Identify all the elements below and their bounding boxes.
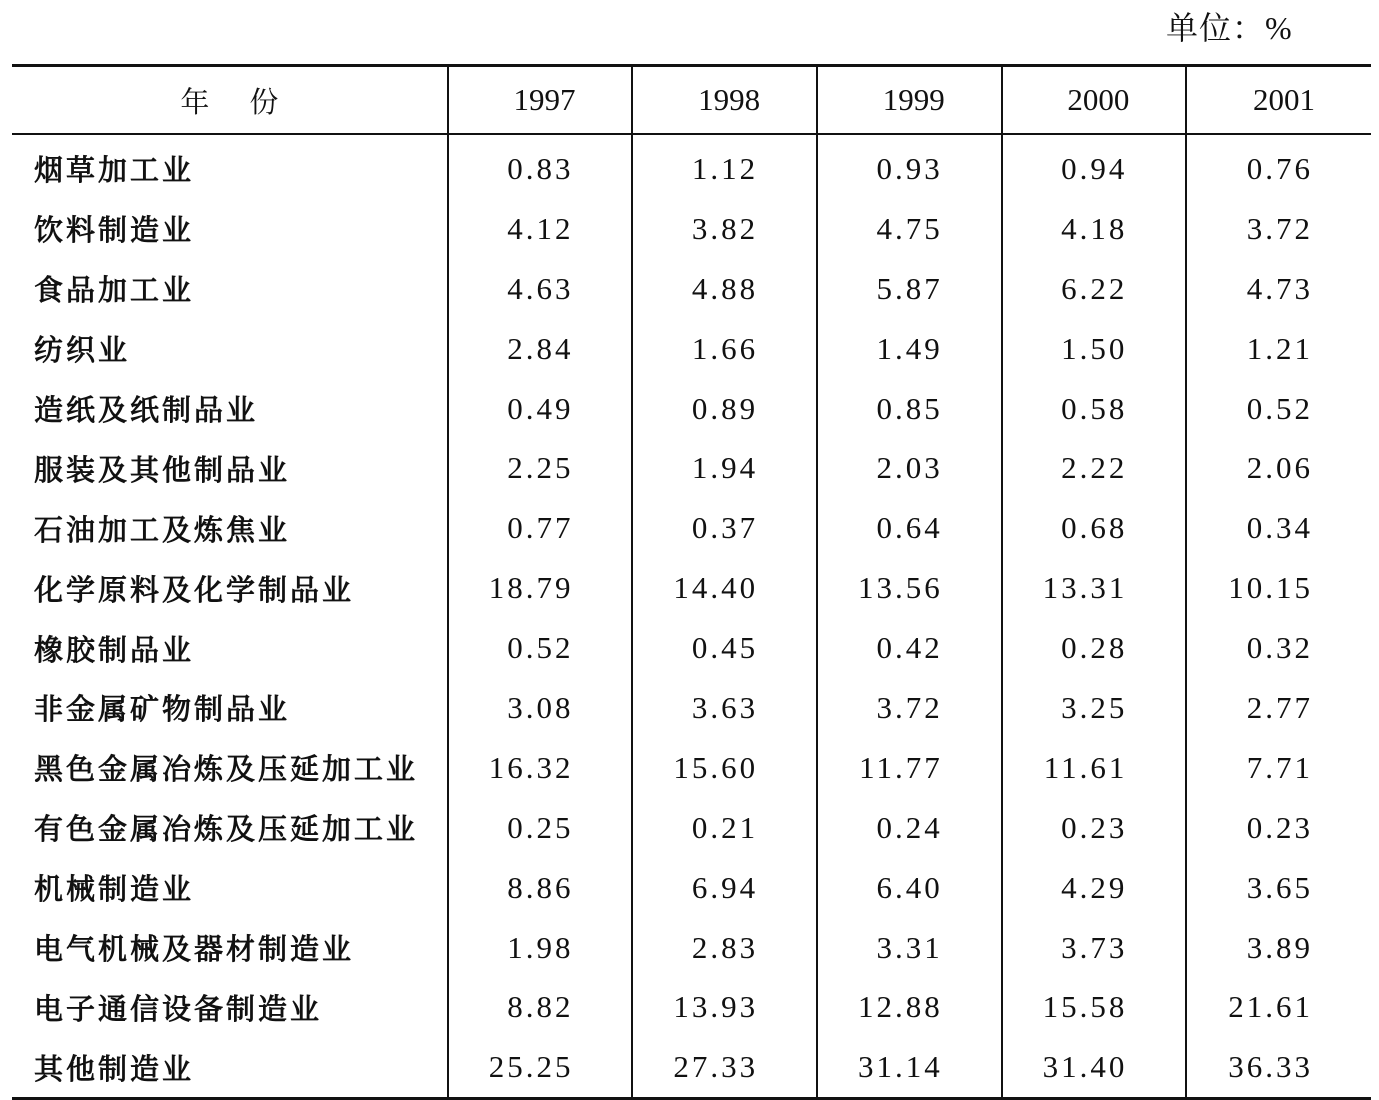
- value-cell-1998: 15.60: [632, 738, 817, 798]
- value-cell-2000: 0.68: [1002, 498, 1187, 558]
- value-cell-2000: 0.23: [1002, 798, 1187, 858]
- table-row: [12, 259, 1371, 319]
- unit-value: %: [1265, 10, 1293, 46]
- value-cell-1997: 8.86: [448, 858, 633, 918]
- value-cell-2001: 7.71: [1186, 738, 1371, 798]
- value-cell-1999: 1.49: [817, 319, 1002, 379]
- industry-name: 电气机械及器材制造业: [34, 932, 355, 967]
- value-cell-1998: 0.89: [632, 379, 817, 439]
- value-cell-2001: 0.23: [1186, 798, 1371, 858]
- value-cell-1999: 0.24: [817, 798, 1002, 858]
- header-row: [12, 66, 1371, 135]
- value-cell-1999: 12.88: [817, 977, 1002, 1037]
- value-cell-1997: 0.25: [448, 798, 633, 858]
- industry-name: 电子通信设备制造业: [34, 991, 323, 1026]
- value-cell-1999: 0.85: [817, 379, 1002, 439]
- value-cell-1998: 14.40: [632, 558, 817, 618]
- value-cell-2001: 2.06: [1186, 438, 1371, 498]
- value-cell-1999: 0.42: [817, 618, 1002, 678]
- industry-name: 橡胶制品业: [34, 632, 195, 667]
- value-cell-1998: 13.93: [632, 977, 817, 1037]
- value-cell-1997: 4.63: [448, 259, 633, 319]
- value-cell-1997: 16.32: [448, 738, 633, 798]
- value-cell-1998: 1.66: [632, 319, 817, 379]
- value-cell-1999: 2.03: [817, 438, 1002, 498]
- industry-name: 非金属矿物制品业: [34, 692, 291, 727]
- value-cell-2001: 0.52: [1186, 379, 1371, 439]
- value-cell-1999: 3.72: [817, 678, 1002, 738]
- value-cell-1998: 6.94: [632, 858, 817, 918]
- industry-name: 有色金属冶炼及压延加工业: [34, 812, 419, 847]
- value-cell-2001: 3.72: [1186, 199, 1371, 259]
- value-cell-1998: 0.45: [632, 618, 817, 678]
- table-row: [12, 858, 1371, 918]
- industry-name: 其他制造业: [34, 1051, 195, 1086]
- table-row: [12, 618, 1371, 678]
- industry-share-table: [12, 64, 1371, 1100]
- value-cell-1997: 4.12: [448, 199, 633, 259]
- header-year-1998: 1998: [632, 66, 817, 135]
- value-cell-1999: 4.75: [817, 199, 1002, 259]
- value-cell-2001: 36.33: [1186, 1037, 1371, 1098]
- value-cell-1998: 3.82: [632, 199, 817, 259]
- table-row: [12, 798, 1371, 858]
- value-cell-2001: 1.21: [1186, 319, 1371, 379]
- value-cell-2001: 0.34: [1186, 498, 1371, 558]
- value-cell-1997: 2.25: [448, 438, 633, 498]
- value-cell-1998: 1.94: [632, 438, 817, 498]
- industry-name: 纺织业: [34, 333, 131, 368]
- header-year-1997: 1997: [448, 66, 633, 135]
- value-cell-2001: 4.73: [1186, 259, 1371, 319]
- industry-name: 石油加工及炼焦业: [34, 512, 291, 547]
- value-cell-2000: 11.61: [1002, 738, 1187, 798]
- value-cell-2001: 21.61: [1186, 977, 1371, 1037]
- value-cell-2000: 1.50: [1002, 319, 1187, 379]
- table-row: [12, 977, 1371, 1037]
- value-cell-1997: 0.52: [448, 618, 633, 678]
- value-cell-1998: 4.88: [632, 259, 817, 319]
- value-cell-2000: 4.18: [1002, 199, 1187, 259]
- value-cell-2000: 2.22: [1002, 438, 1187, 498]
- table-row: [12, 1037, 1371, 1098]
- header-year-label: 年份: [12, 66, 448, 135]
- table-row: [12, 498, 1371, 558]
- value-cell-1998: 3.63: [632, 678, 817, 738]
- table-row: [12, 379, 1371, 439]
- value-cell-2000: 0.58: [1002, 379, 1187, 439]
- value-cell-1999: 6.40: [817, 858, 1002, 918]
- industry-name: 饮料制造业: [34, 213, 195, 248]
- table-row: [12, 199, 1371, 259]
- value-cell-2000: 3.73: [1002, 918, 1187, 978]
- industry-name: 服装及其他制品业: [34, 452, 291, 487]
- industry-name: 食品加工业: [34, 273, 195, 308]
- value-cell-2000: 3.25: [1002, 678, 1187, 738]
- header-year-1999: 1999: [817, 66, 1002, 135]
- unit-label: 单位：: [1166, 9, 1266, 47]
- industry-name: 烟草加工业: [34, 153, 195, 188]
- table-row: [12, 558, 1371, 618]
- value-cell-2000: 13.31: [1002, 558, 1187, 618]
- value-cell-2000: 31.40: [1002, 1037, 1187, 1098]
- value-cell-1999: 11.77: [817, 738, 1002, 798]
- value-cell-1997: 2.84: [448, 319, 633, 379]
- industry-name: 造纸及纸制品业: [34, 393, 259, 427]
- value-cell-1998: 2.83: [632, 918, 817, 978]
- industry-name: 黑色金属冶炼及压延加工业: [34, 752, 419, 787]
- value-cell-1997: 18.79: [448, 558, 633, 618]
- value-cell-1997: 0.49: [448, 379, 633, 439]
- value-cell-2001: 10.15: [1186, 558, 1371, 618]
- header-year-2000: 2000: [1002, 66, 1187, 135]
- value-cell-2001: 3.65: [1186, 858, 1371, 918]
- value-cell-1999: 31.14: [817, 1037, 1002, 1098]
- unit-note: [1166, 8, 1293, 48]
- value-cell-2000: 0.94: [1002, 134, 1187, 199]
- value-cell-2001: 2.77: [1186, 678, 1371, 738]
- header-year-2001: 2001: [1186, 66, 1371, 135]
- value-cell-1999: 0.64: [817, 498, 1002, 558]
- value-cell-1998: 0.37: [632, 498, 817, 558]
- value-cell-2000: 4.29: [1002, 858, 1187, 918]
- value-cell-1998: 1.12: [632, 134, 817, 199]
- value-cell-1999: 5.87: [817, 259, 1002, 319]
- value-cell-1998: 0.21: [632, 798, 817, 858]
- table-row: [12, 319, 1371, 379]
- value-cell-2000: 6.22: [1002, 259, 1187, 319]
- table-row: [12, 438, 1371, 498]
- value-cell-1998: 27.33: [632, 1037, 817, 1098]
- value-cell-2001: 0.32: [1186, 618, 1371, 678]
- value-cell-1999: 0.93: [817, 134, 1002, 199]
- value-cell-1997: 25.25: [448, 1037, 633, 1098]
- table-body: [12, 134, 1371, 1099]
- value-cell-1997: 0.77: [448, 498, 633, 558]
- industry-name: 机械制造业: [34, 872, 195, 907]
- industry-name: 化学原料及化学制品业: [34, 572, 355, 607]
- table-row: [12, 738, 1371, 798]
- table-row: [12, 918, 1371, 978]
- value-cell-2000: 15.58: [1002, 977, 1187, 1037]
- value-cell-1999: 3.31: [817, 918, 1002, 978]
- value-cell-1999: 13.56: [817, 558, 1002, 618]
- value-cell-1997: 1.98: [448, 918, 633, 978]
- table-row: [12, 678, 1371, 738]
- value-cell-1997: 8.82: [448, 977, 633, 1037]
- value-cell-2001: 0.76: [1186, 134, 1371, 199]
- value-cell-2000: 0.28: [1002, 618, 1187, 678]
- value-cell-1997: 0.83: [448, 134, 633, 199]
- value-cell-2001: 3.89: [1186, 918, 1371, 978]
- table-row: [12, 134, 1371, 199]
- value-cell-1997: 3.08: [448, 678, 633, 738]
